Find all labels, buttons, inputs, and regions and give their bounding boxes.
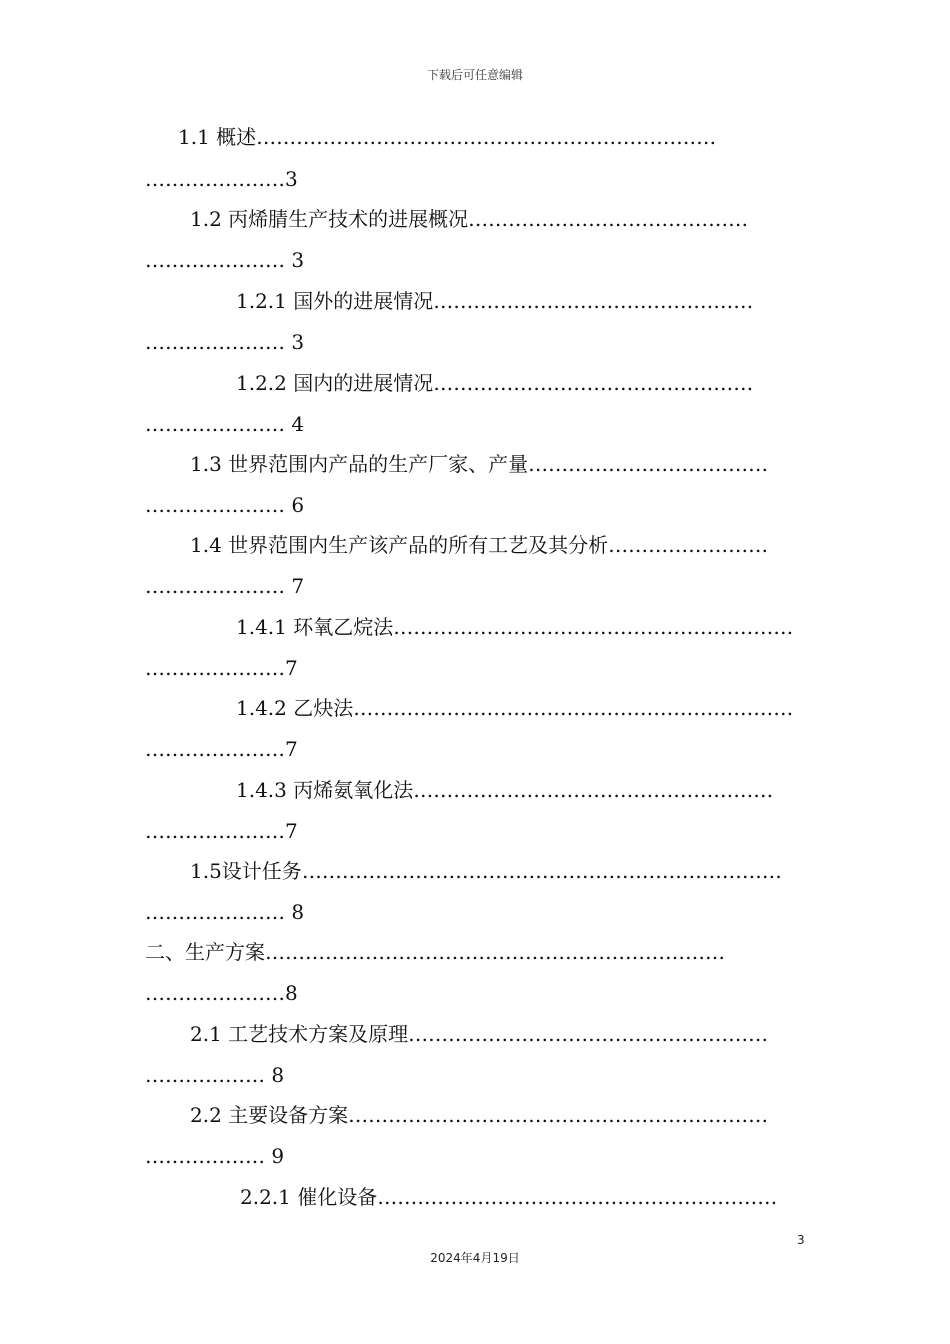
toc-page-number: 7 — [285, 737, 298, 761]
toc-leader-dots: ……………………………………………………… — [348, 1103, 769, 1127]
toc-entry[interactable] — [190, 451, 768, 477]
toc-entry-title: 1.4.3 丙烯氨氧化法 — [236, 778, 414, 802]
toc-page-number: 7 — [285, 819, 298, 843]
toc-page-number: 8 — [271, 1063, 285, 1087]
page-number: 3 — [797, 1233, 805, 1247]
toc-leader-dots: ………………… — [145, 248, 292, 272]
toc-entry-continuation — [145, 247, 304, 273]
toc-leader-dots: ………………… — [145, 493, 292, 517]
toc-entry-continuation — [145, 492, 304, 518]
toc-entry-title: 1.2.2 国内的进展情况 — [236, 371, 434, 395]
toc-entry-title: 1.5设计任务 — [190, 859, 302, 883]
toc-entry-continuation — [145, 166, 298, 192]
toc-entry[interactable] — [190, 532, 768, 558]
toc-entry[interactable] — [190, 1102, 768, 1128]
toc-entry[interactable] — [190, 1021, 768, 1047]
toc-entry[interactable] — [236, 695, 793, 721]
toc-leader-dots: …………………………………………………………… — [265, 940, 725, 964]
toc-entry-continuation — [145, 1143, 284, 1169]
toc-leader-dots: …………………………………………………… — [377, 1185, 778, 1209]
toc-entry-continuation — [145, 736, 298, 762]
toc-page-number: 8 — [291, 900, 305, 924]
toc-leader-dots: ………………………………………… — [433, 371, 754, 395]
toc-leader-dots: ………………… — [145, 981, 285, 1005]
toc-leader-dots: ………………… — [145, 412, 292, 436]
toc-entry-title: 1.2 丙烯腈生产技术的进展概况 — [190, 207, 469, 231]
toc-entry-continuation — [145, 899, 304, 925]
toc-entry-title: 1.4.1 环氧乙烷法 — [236, 615, 394, 639]
toc-page-number: 9 — [271, 1144, 285, 1168]
toc-entry-title: 2.2 主要设备方案 — [190, 1103, 349, 1127]
toc-entry-continuation — [145, 655, 298, 681]
toc-page-number: 7 — [285, 656, 298, 680]
toc-entry[interactable] — [178, 124, 716, 150]
toc-leader-dots: …………………………………… — [468, 207, 749, 231]
toc-entry-title: 1.2.1 国外的进展情况 — [236, 289, 434, 313]
toc-entry[interactable] — [190, 206, 748, 232]
toc-leader-dots: ………………… — [145, 900, 292, 924]
toc-page-number: 6 — [291, 493, 305, 517]
toc-page-number: 8 — [285, 981, 298, 1005]
toc-entry[interactable] — [236, 777, 773, 803]
toc-entry[interactable] — [190, 858, 782, 884]
toc-entry-continuation — [145, 980, 298, 1006]
toc-entry-title: 2.1 工艺技术方案及原理 — [190, 1022, 409, 1046]
page-footer-date: 2024年4月19日 — [430, 1251, 520, 1265]
toc-leader-dots: ………………………………………… — [433, 289, 754, 313]
toc-entry[interactable] — [236, 370, 753, 396]
toc-leader-dots: ………………… — [145, 330, 292, 354]
toc-page-number: 3 — [285, 167, 298, 191]
toc-entry[interactable] — [236, 614, 793, 640]
toc-leader-dots: …………………………………………………………… — [256, 125, 717, 149]
toc-entry-title: 2.2.1 催化设备 — [240, 1185, 378, 1209]
toc-leader-dots: ……………………………………………… — [413, 778, 774, 802]
page-header: 下载后可任意编辑 — [426, 68, 523, 82]
toc-page-number: 3 — [291, 330, 305, 354]
toc-leader-dots: ………………… — [145, 737, 285, 761]
toc-leader-dots: ……………………………………………………………… — [301, 859, 782, 883]
toc-entry-continuation — [145, 411, 304, 437]
toc-page-number: 4 — [291, 412, 305, 436]
toc-entry[interactable] — [236, 288, 753, 314]
toc-entry-continuation — [145, 818, 298, 844]
toc-leader-dots: …………………… — [608, 533, 769, 557]
toc-leader-dots: ……………… — [145, 1144, 272, 1168]
toc-page-number: 3 — [291, 248, 305, 272]
toc-leader-dots: ……………………………………………… — [408, 1022, 769, 1046]
toc-leader-dots: ……………… — [145, 1063, 272, 1087]
toc-leader-dots: ………………… — [145, 574, 292, 598]
toc-leader-dots: …………………………………………………… — [393, 615, 794, 639]
toc-entry-continuation — [145, 329, 304, 355]
toc-entry[interactable] — [145, 939, 725, 965]
toc-entry[interactable] — [240, 1184, 777, 1210]
toc-leader-dots: ……………………………… — [528, 452, 769, 476]
toc-leader-dots: ………………… — [145, 656, 285, 680]
toc-leader-dots: ………………………………………………………… — [353, 696, 794, 720]
toc-entry-title: 二、生产方案 — [145, 940, 265, 964]
toc-entry-title: 1.1 概述 — [178, 125, 257, 149]
toc-page-number: 7 — [291, 574, 305, 598]
toc-leader-dots: ………………… — [145, 167, 285, 191]
toc-leader-dots: ………………… — [145, 819, 285, 843]
toc-entry-continuation — [145, 1062, 284, 1088]
toc-entry-title: 1.4 世界范围内生产该产品的所有工艺及其分析 — [190, 533, 609, 557]
toc-entry-title: 1.3 世界范围内产品的生产厂家、产量 — [190, 452, 529, 476]
toc-entry-continuation — [145, 573, 304, 599]
toc-entry-title: 1.4.2 乙炔法 — [236, 696, 354, 720]
